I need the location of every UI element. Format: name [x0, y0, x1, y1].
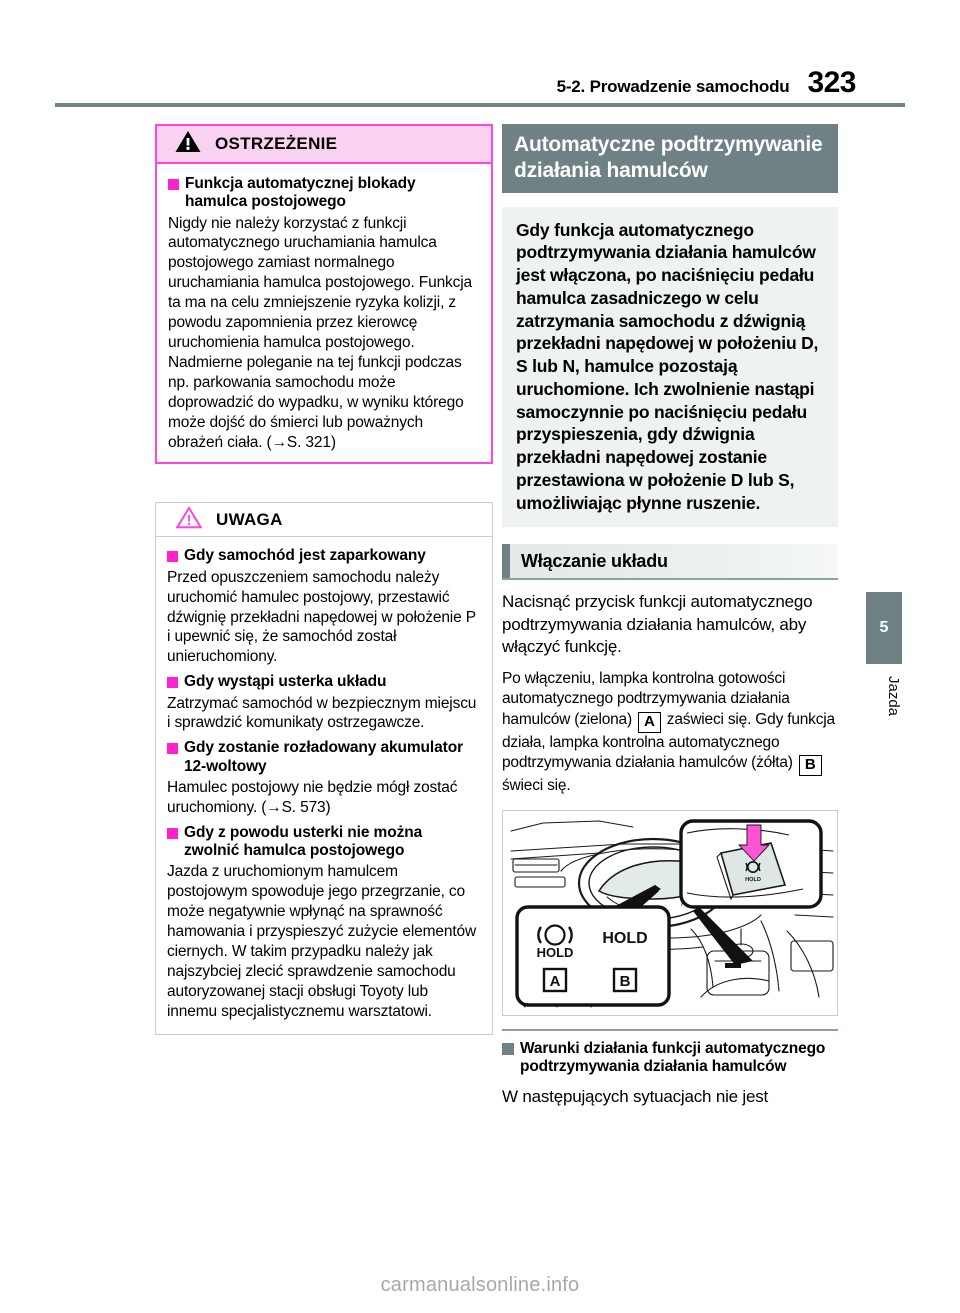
subsection-header	[502, 544, 838, 580]
figure-ref-b: B	[619, 972, 631, 990]
bottom-note-heading-text: Warunki działania funkcji automatycznego podtrzymywania działania hamulców	[520, 1039, 826, 1076]
warning-box-header	[157, 126, 491, 164]
magenta-square-bullet-icon	[167, 828, 178, 839]
subsection-accent-bar	[502, 544, 510, 578]
caution-subheading-2-text: Gdy wystąpi usterka układu	[184, 673, 387, 691]
magenta-square-bullet-icon	[167, 743, 178, 754]
site-watermark: carmanualsonline.info	[380, 1274, 580, 1296]
figure-divider	[502, 1029, 838, 1031]
warning-box	[155, 124, 493, 464]
figure-indicator-label: HOLD	[536, 944, 574, 960]
warning-box-body	[157, 164, 491, 462]
warning-triangle-filled-icon	[175, 130, 201, 158]
subsection-title: Włączanie układu	[521, 550, 668, 571]
caution-box	[155, 502, 493, 1034]
caution-subheading-4-text: Gdy z powodu usterki nie można zwolnić hamulca postojowego	[184, 823, 423, 859]
warning-subheading	[168, 175, 480, 212]
teal-square-bullet-icon	[502, 1043, 514, 1055]
lead-paragraph: Gdy funkcja automatycznego podtrzymywania działania hamulców jest włączona, po naciśnięciu pedału hamulca zasadniczego w celu zatrzymania samochodu z dźwignią przekładni napędowej w położeniu D, S lub N, hamulce pozostają uruchomione. Ich zwolnienie nastąpi samoczynnie po naciśnięciu pedału przyspieszenia, gdy dźwignia przekładni napędowej zostanie przestawiona w położenie D lub S, umożliwiając płynne ruszenie.	[516, 219, 819, 513]
ref-callout-b: B	[799, 755, 822, 776]
caution-box-header	[156, 503, 492, 537]
paragraph-2-part-3: świeci się.	[502, 776, 571, 794]
caution-subheading-2	[167, 673, 481, 691]
header-section-title: 5-2. Prowadzenie samochodu	[556, 77, 790, 96]
svg-text:HOLD: HOLD	[745, 876, 761, 883]
subsection-paragraph-2	[502, 669, 838, 797]
caution-body-2: Zatrzymać samochód w bezpiecznym miejscu i sprawdzić komunikaty ostrzegawcze.	[167, 694, 477, 732]
bottom-note-body: W następujących sytuacjach nie jest	[502, 1086, 769, 1106]
caution-subheading-4	[167, 824, 481, 861]
figure-ref-a: A	[549, 972, 561, 990]
caution-body-4: Jazda z uruchomionym hamulcem postojowym spowoduje jego przegrzanie, co może negatywnie wpłynąć na sprawność hamowania i przyspieszyć zużycie elementów ciernych. W takim przypadku należy jak najszybciej zlecić sprawdzenie samochodu autoryzowanej stacji obsługi Toyoty lub innemu specjalistycznemu warsztatowi.	[167, 863, 476, 1020]
right-column	[502, 124, 838, 1108]
warning-subheading-text: Funkcja automatycznej blokady hamulca postojowego	[185, 175, 416, 211]
magenta-square-bullet-icon	[167, 551, 178, 562]
paragraph-2-part-2: zaświeci się. Gdy funkcja działa, lampka kontrolna automatycznego podtrzymywania działania hamulców (żółta)	[502, 710, 835, 772]
warning-box-title: OSTRZEŻENIE	[215, 134, 338, 153]
page-number: 323	[807, 66, 856, 99]
caution-subheading-1	[167, 547, 481, 565]
caution-body-1: Przed opuszczeniem samochodu należy uruchomić hamulec postojowy, przestawić dźwignię przekładni napędowej w położenie P i upewnić się, że samochód został unieruchomiony.	[167, 568, 476, 666]
left-column	[155, 124, 493, 1035]
lead-paragraph-block	[502, 207, 838, 528]
caution-body-3: Hamulec postojowy nie będzie mógł zostać uruchomiony. (→S. 573)	[167, 778, 458, 816]
bottom-note-heading	[502, 1040, 838, 1077]
section-title: Automatyczne podtrzymywanie działania hamulców	[502, 124, 838, 193]
caution-box-body	[156, 537, 492, 1033]
magenta-square-bullet-icon	[167, 677, 178, 688]
magenta-square-bullet-icon	[168, 179, 179, 190]
chapter-tab-number: 5	[866, 592, 902, 664]
hold-button-and-indicator-illustration	[502, 810, 838, 1016]
caution-subheading-3	[167, 739, 481, 776]
page-header	[0, 68, 960, 108]
caution-subheading-1-text: Gdy samochód jest zaparkowany	[184, 547, 426, 565]
subsection-paragraph-1: Nacisnąć przycisk funkcji automatycznego podtrzymywania działania hamulców, aby włączyć funkcję.	[502, 592, 813, 656]
warning-body-text: Nigdy nie należy korzystać z funkcji automatycznego uruchamiania hamulca postojowego zamiast normalnego uruchamiania hamulca postojowego. Funkcja ta ma na celu zmniejszenie ryzyka kolizji, z powodu zapomnienia przez kierowcę uruchomienia hamulca postojowego. Nadmierne poleganie na tej funkcji podczas np. parkowania samochodu może doprowadzić do wypadku, w wyniku którego może dojść do śmierci lub poważnych obrażeń ciała. (→S. 321)	[168, 214, 473, 451]
caution-triangle-outline-icon	[176, 506, 202, 534]
paragraph-2-part-1: Po włączeniu, lampka kontrolna gotowości automatycznego podtrzymywania działania hamulców (zielona)	[502, 669, 790, 728]
ref-callout-a: A	[638, 712, 661, 733]
chapter-tab-label: Jazda	[885, 676, 902, 717]
header-divider	[55, 103, 905, 107]
figure-text-label: HOLD	[602, 929, 648, 947]
caution-subheading-3-text: Gdy zostanie rozładowany akumulator 12-woltowy	[184, 739, 464, 775]
caution-box-title: UWAGA	[216, 509, 283, 529]
